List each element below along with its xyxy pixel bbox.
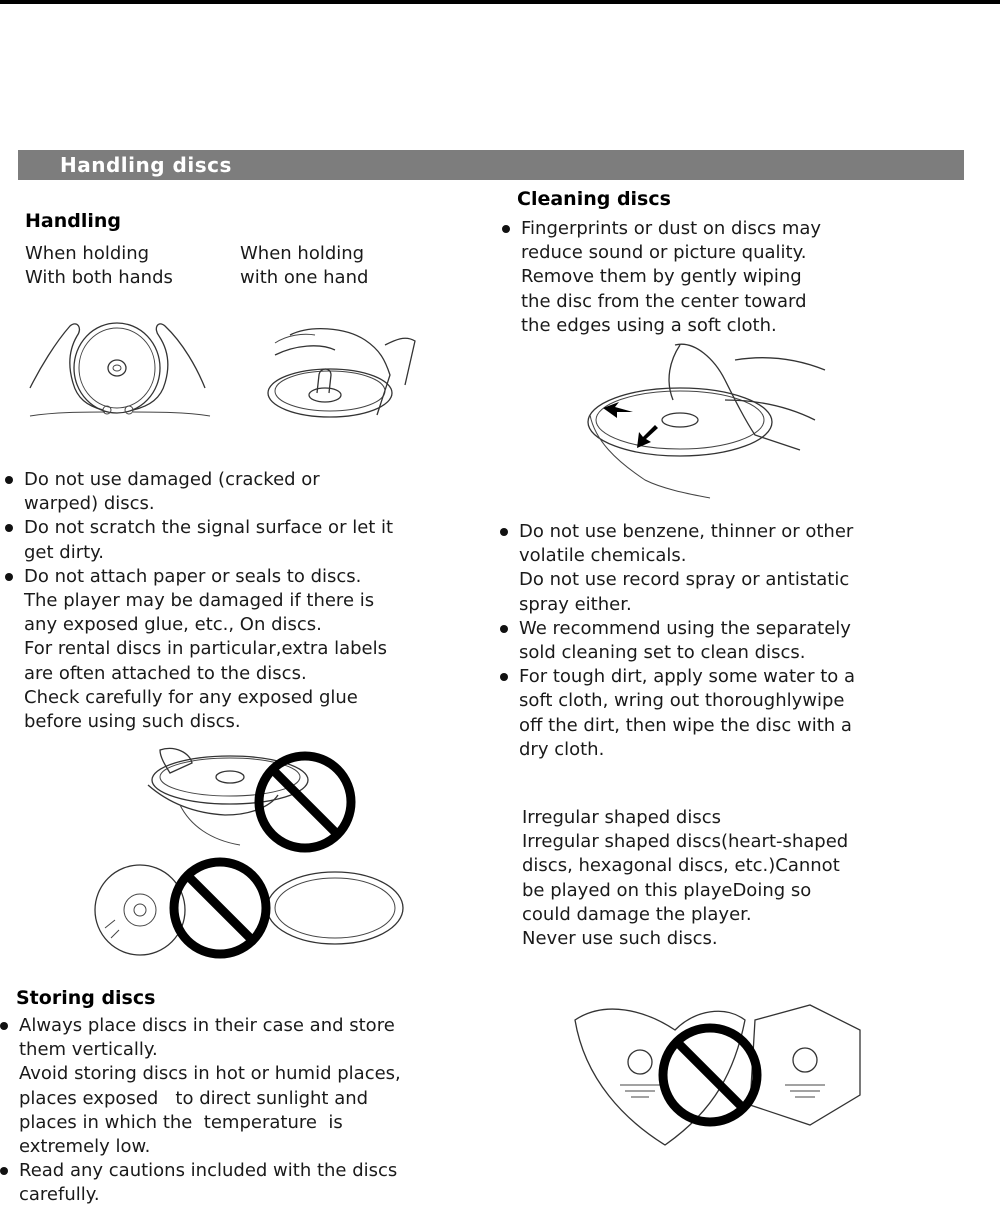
storing-bullets xyxy=(19,1014,401,1208)
top-rule xyxy=(0,0,1000,4)
handling-bullets xyxy=(24,468,393,734)
bullet-scratch-surface: Do not scratch the signal surface or let it get dirty. xyxy=(24,516,393,564)
irregular-discs-prohibited-illustration xyxy=(565,1000,875,1150)
disc-cleaning-illustration xyxy=(585,340,835,500)
section-header-bar xyxy=(18,150,964,180)
bullet-store-vertically: Always place discs in their case and store them vertically. Avoid storing discs in hot or humid places, places exposed to direct sunlight and places in which the temperature is extremely low. xyxy=(19,1014,401,1159)
bullet-paper-seals: Do not attach paper or seals to discs. The player may be damaged if there is any exposed glue, etc., On discs. For rental discs in particular,extra labels are often attached to the discs. Check carefully for any exposed glue before using such discs. xyxy=(24,565,393,734)
bullet-no-benzene: Do not use benzene, thinner or other volatile chemicals. Do not use record spray or antistatic spray either. xyxy=(519,520,855,617)
irregular-discs-text: Irregular shaped discs Irregular shaped discs(heart-shaped discs, hexagonal discs, etc.)Cannot be played on this playeDoing so could damage the player. Never use such discs. xyxy=(522,807,849,950)
handling-heading: Handling xyxy=(25,210,122,232)
bullet-tough-dirt: For tough dirt, apply some water to a soft cloth, wring out thoroughlywipe off the dirt, then wipe the disc with a dry cloth. xyxy=(519,665,855,762)
section-title: Handling discs xyxy=(60,153,232,177)
one-hand-caption: When holding with one hand xyxy=(240,243,369,289)
disc-one-hand-illustration xyxy=(265,305,425,425)
both-hands-caption: When holding With both hands xyxy=(25,243,173,289)
cleaning-top-bullet: Fingerprints or dust on discs may reduce sound or picture quality. Remove them by gently wiping the disc from the center toward the edges using a soft cloth. xyxy=(521,217,821,338)
bullet-cleaning-set: We recommend using the separately sold cleaning set to clean discs. xyxy=(519,617,855,665)
disc-both-hands-illustration xyxy=(25,308,215,420)
sticker-disc-prohibited-illustration xyxy=(95,858,415,958)
cleaning-bullets xyxy=(519,520,855,762)
bullet-read-cautions: Read any cautions included with the discs carefully. xyxy=(19,1159,401,1207)
bullet-damaged-discs: Do not use damaged (cracked or warped) discs. xyxy=(24,468,393,516)
storing-heading: Storing discs xyxy=(16,987,156,1009)
disc-with-label-prohibited-illustration xyxy=(130,745,360,855)
cleaning-heading: Cleaning discs xyxy=(517,188,671,210)
